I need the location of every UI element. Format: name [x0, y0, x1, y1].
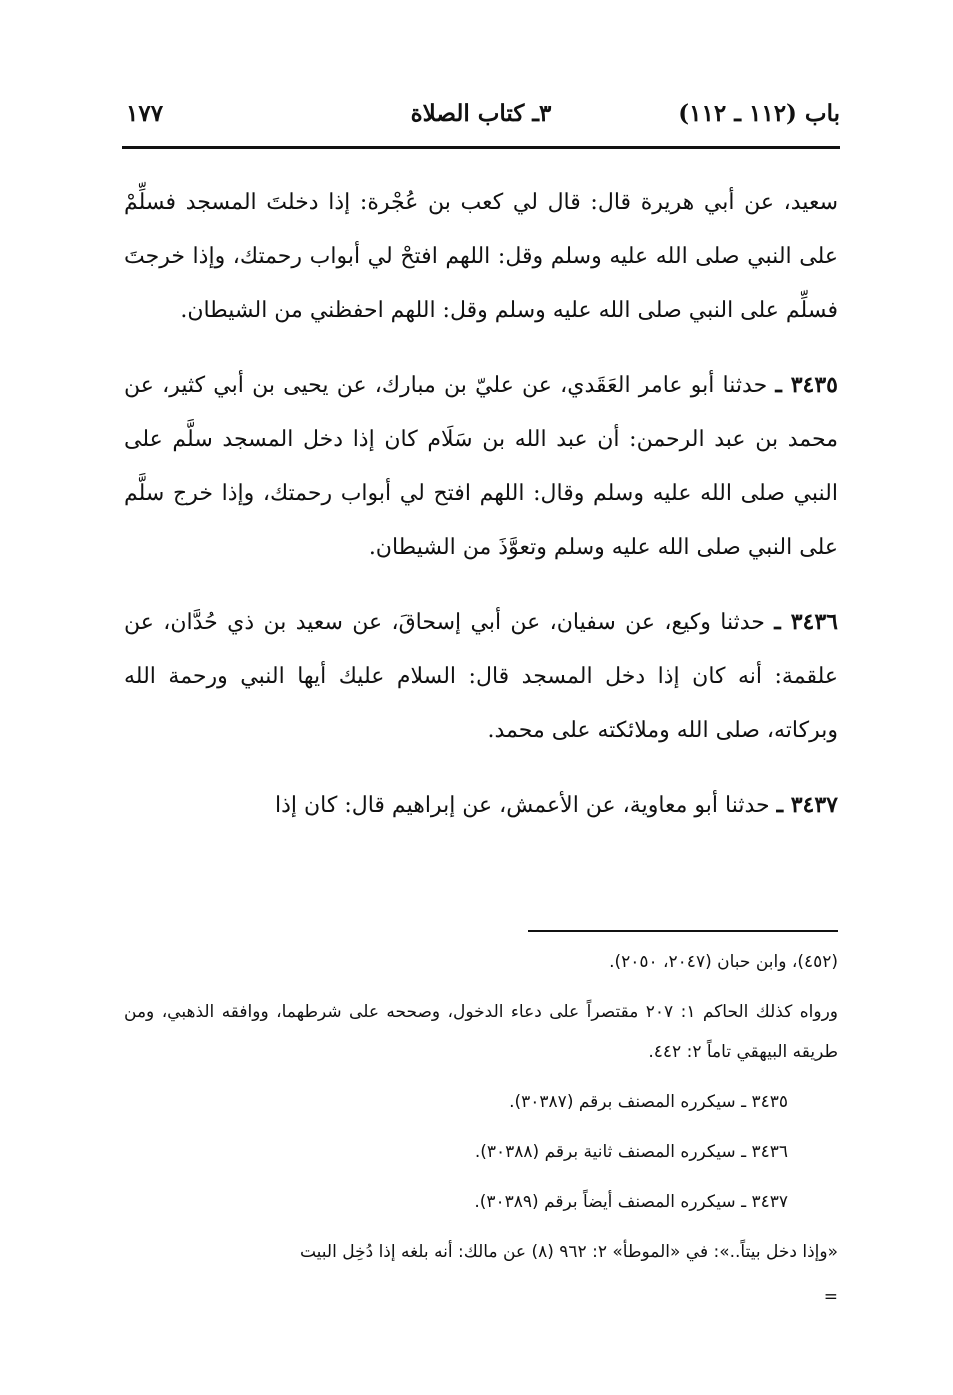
main-text	[124, 176, 838, 853]
hadith-number: ٣٤٣٥ ـ	[775, 372, 838, 398]
paragraph-text: سعيد، عن أبي هريرة قال: قال لي كعب بن عُجْرة: إذا دخلتَ المسجد فسلِّمْ على النبي صلى الله عليه وسلم وقل: اللهم افتحْ لي أبواب رحمتك، وإذا خرجتَ فسلِّم على النبي صلى الله عليه وسلم وقل: اللهم احفظني من الشيطان.	[124, 190, 838, 323]
hadith-text: حدثنا أبو معاوية، عن الأعمش، عن إبراهيم قال: كان إذا	[274, 793, 770, 818]
hadith-number: ٣٤٣٦ ـ	[774, 609, 838, 635]
book-title: ٣ـ كتاب الصلاة	[410, 100, 552, 127]
footnote-line: «وإذا دخل بيتاً..»: في «الموطأ» ٢: ٩٦٢ (٨) عن مالك: أنه بلغه إذا دُخِل البيت	[299, 1242, 838, 1262]
continuation-mark: =	[823, 1287, 838, 1307]
footnote-line: (٤٥٢)، وابن حبان (٢٠٤٧، ٢٠٥٠).	[609, 952, 838, 972]
paragraph-continuation	[124, 176, 838, 338]
hadith-3436	[124, 595, 838, 758]
chapter-label: باب (١١٢ ـ ١١٢)	[678, 100, 840, 127]
footnote-ref-3435: ٣٤٣٥ ـ سيكرره المصنف برقم (٣٠٣٨٧).	[509, 1092, 788, 1112]
header-rule	[122, 146, 840, 149]
footnote-rule	[528, 930, 838, 932]
footnote-ref-3436: ٣٤٣٦ ـ سيكرره المصنف ثانية برقم (٣٠٣٨٨).	[474, 1142, 788, 1162]
page-header	[122, 96, 840, 140]
hadith-text: حدثنا أبو عامر العَقَدي، عن عليّ بن مبارك، عن يحيى بن أبي كثير، عن محمد بن عبد الرحمن: أن عبد الله بن سَلَام كان إذا دخل المسجد سلَّم على النبي صلى الله عليه وسلم وقال: اللهم افتح لي أبواب رحمتك، وإذا خرج سلَّم على النبي صلى الله عليه وسلم وتعوَّذَ من الشيطان.	[124, 373, 838, 560]
footnote-line: ورواه كذلك الحاكم ١: ٢٠٧ مقتصراً على دعاء الدخول، وصححه على شرطهما، ووافقه الذهبي، ومن طريقه البيهقي تاماً ٢: ٤٤٢.	[124, 1002, 838, 1062]
hadith-3435	[124, 358, 838, 575]
hadith-3437	[124, 778, 838, 833]
hadith-number: ٣٤٣٧ ـ	[776, 792, 838, 818]
footnote-ref-3437: ٣٤٣٧ ـ سيكرره المصنف أيضاً برقم (٣٠٣٨٩).	[474, 1192, 788, 1212]
page-number: ١٧٧	[126, 100, 164, 127]
footnotes	[124, 942, 838, 1312]
hadith-text: حدثنا وكيع، عن سفيان، عن أبي إسحاقَ، عن سعيد بن ذي حُدَّان، عن علقمة: أنه كان إذا دخل المسجد قال: السلام عليك أيها النبي ورحمة الله وبركاته، صلى الله وملائكته على محمد.	[124, 610, 838, 743]
